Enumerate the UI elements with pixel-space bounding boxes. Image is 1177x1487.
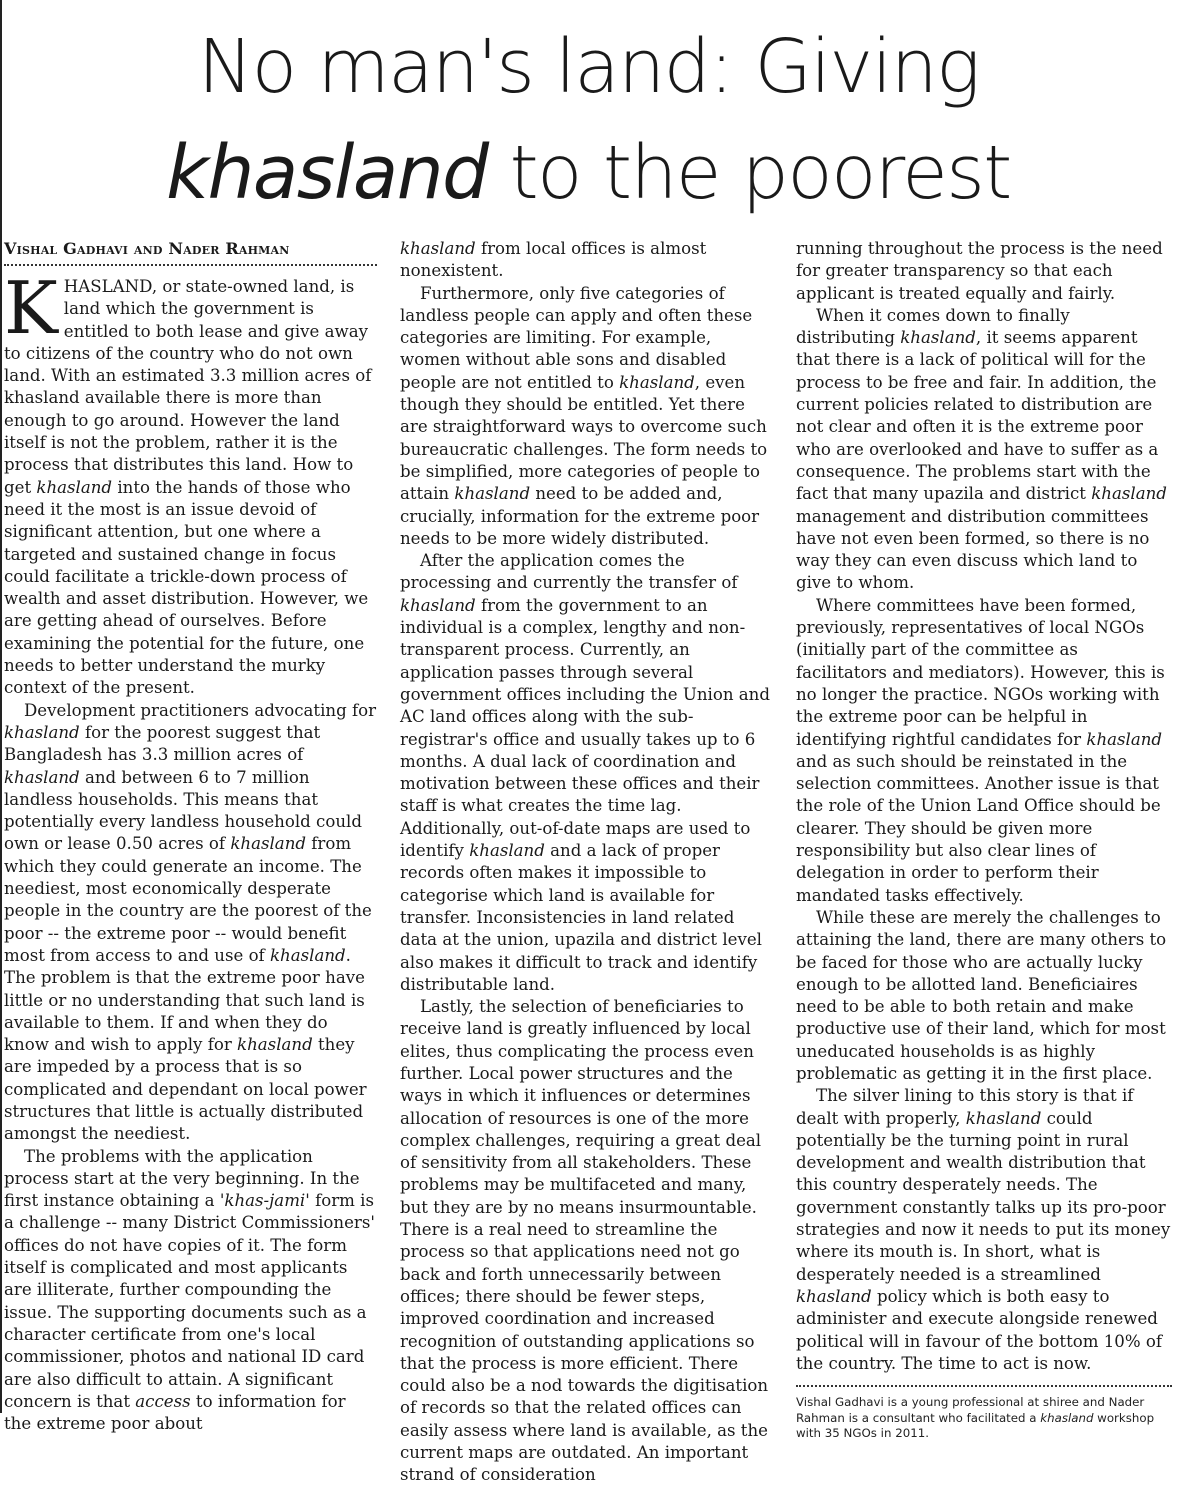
text-run: management and distribution committees have not even been formed, so there is no way they can even discuss which land to give to whom. [796,506,1150,593]
italic-term: khasland [4,722,80,742]
paragraph [796,595,1172,907]
italic-term: khasland [1091,484,1167,504]
text-run: Furthermore, only five categories of landless people can apply and often these categories are limiting. For example, women without able sons and disabled people are not entitled to [400,283,753,392]
text-run: . The problem is that the extreme poor have little or no understanding that such land is available to them. If and when they do know and wish to apply for [4,945,365,1055]
text-run: , it seems apparent that there is a lack of political will for the process to be free and fair. In addition, the current policies related to distribution are not clear and often it is the extreme poor who are overlooked and have to suffer as a consequence. The problems start with the fact that many upazila and district [796,328,1159,504]
headline-line-2 [0,120,1177,226]
text-run: for the poorest suggest that Bangladesh has 3.3 million acres of [4,722,321,765]
byline: Vishal Gadhavi and Nader Rahman [4,239,290,258]
text-run: and between 6 to 7 million landless households. This means that potentially every landless household could own or lease 0.50 acres of [4,767,362,854]
paragraph [4,700,377,1146]
text-run: they are impeded by a process that is so complicated and dependant on local power structures that little is actually distributed amongst the neediest. [4,1035,367,1144]
italic-term: access [135,1391,191,1411]
italic-term: khasland [454,484,531,504]
text-run: to information for the extreme poor about [4,1391,346,1434]
text-run: Lastly, the selection of beneficiaries to receive land is greatly influenced by local elites, thus complicating the process even further. Local power structures and the ways in which it influences or determines allocation of resources is one of the more complex challenges, requiring a great deal of sensitivity from all stakeholders. These problems may be multifaceted and many, but they are by no means insurmountable. There is a real need to streamline the process so that applications need not go back and forth unnecessarily between offices; there should be fewer steps, improved coordination and increased recognition of outstanding applications so that the process is more efficient. There could also be a nod towards the digitisation of records so that the related offices can easily assess where land is available, as the current maps are outdated. An important strand of consideration [400,997,769,1485]
text-run: into the hands of those who need it the most is an issue devoid of significant attention, but one where a targeted and sustained change in focus could facilitate a trickle-down process of wealth and asset distribution. However, we are getting ahead of ourselves. Before examining the potential for the future, one needs to better understand the murky context of the present. [4,477,369,698]
italic-term: khasland [1040,1410,1094,1425]
text-run: The problems with the application process start at the very beginning. In the first instance obtaining a [4,1146,360,1211]
text-run: Development practitioners advocating for [24,700,377,720]
paragraph [400,238,776,283]
paragraph-text [4,266,372,698]
text-run: from the government to an individual is a complex, lengthy and non-transparent process. Currently, an application passes through several government offices including the Union and AC land offices along with the sub-registrar's office and usually takes up to 6 months. A dual lack of coordination and motivation between these offices and their staff is what creates the time lag. Additionally, out-of-date maps are used to identify [400,595,770,861]
italic-term: khasland [1086,729,1163,749]
italic-term: khasland [900,328,976,348]
headline-line-2-rest: to the poorest [487,130,1011,216]
article-column-3 [796,238,1172,1442]
article-column-1 [4,238,377,1435]
paragraph [796,1085,1172,1375]
paragraph [400,996,776,1487]
text-run: When it comes down to finally distributing [796,305,1070,348]
italic-term: khasland [796,1286,872,1306]
author-bio [796,1395,1172,1442]
headline-italic-word: khasland [166,130,488,216]
paragraph [796,238,1172,305]
paragraph [400,283,776,551]
italic-term: khasland [400,239,476,258]
text-run: need to be added and, crucially, information for the extreme poor needs to be more widely distributed. [400,484,760,548]
text-run: While these are merely the challenges to attaining the land, there are many others to be faced for those who are actually lucky enough to be allotted land. Beneficiaires need to be able to both retain and make productive use of their land, which for most uneducated households is as highly problematic as getting it in the first place. [796,907,1167,1083]
headline [0,14,1177,226]
text-run: and a lack of proper records often makes it impossible to categorise which land is available for transfer. Inconsistencies in land related data at the union, upazila and district level also makes it difficult to track and identify distributable land. [400,841,762,994]
text-run: running throughout the process is the need for greater transparency so that each applicant is treated equally and fairly. [796,239,1163,303]
paragraph [796,305,1172,595]
italic-term: khasland [36,477,113,497]
italic-term: khasland [469,841,545,861]
paragraph [796,907,1172,1085]
paragraph [4,1146,377,1436]
italic-term: khasland [965,1108,1042,1128]
text-run: Where committees have been formed, previously, representatives of local NGOs (initially part of the committee as facilitators and mediators). However, this is no longer the practice. NGOs working with the extreme poor can be helpful in identifying rightful candidates for [796,595,1165,749]
text-run: The silver lining to this story is that if dealt with properly, [796,1086,1134,1128]
text-run: from which they could generate an income. The neediest, most economically desperate people in the country are the poorest of the poor -- the extreme poor -- would benefit most from access to and use of [4,834,372,965]
paragraph [4,266,377,700]
text-run: , even though they should be entitled. Yet there are straightforward ways to overcome such bureaucratic challenges. The form needs to be simplified, more categories of people to attain [400,372,768,504]
text-run: HASLAND, or state-owned land, is land which the government is entitled to both lease and give away to citizens of the country who do not own land. With an estimated 3.3 million acres of khasland available there is more than enough to go around. However the land itself is not the problem, rather it is the process that distributes this land. How to get [4,277,372,497]
paragraph [400,550,776,996]
italic-term: khasland [619,372,695,392]
text-run: Vishal Gadhavi is a young professional at shiree and Nader Rahman is a consultant who facilitated a [796,1395,1145,1425]
text-run: After the application comes the processing and currently the transfer of [400,551,738,593]
text-run: from local offices is almost nonexistent. [400,239,707,281]
text-run: workshop with 35 NGOs in 2011. [796,1410,1155,1441]
text-run: could potentially be the turning point in rural development and wealth distribution that this country desperately needs. The government constantly talks up its pro-poor strategies and now it needs to put its money where its mouth is. In short, what is desperately needed is a streamlined [796,1108,1171,1284]
italic-term: khasland [400,595,476,615]
italic-term: khasland [230,834,307,854]
article-column-2 [400,238,776,1487]
text-run: form is a challenge -- many District Commissioners' offices do not have copies of it. The form itself is complicated and most applicants are illiterate, further compounding the issue. The supporting documents such as a character certificate from one's local commissioner, photos and national ID card are also difficult to attain. A significant concern is that [4,1191,375,1411]
italic-term: khasland [4,767,80,787]
headline-line-1: No man's land: Giving [197,24,980,110]
text-run: policy which is both easy to administer and execute alongside renewed political will in favour of the bottom 10% of the country. The time to act is now. [796,1286,1163,1373]
text-run: and as such should be reinstated in the selection committees. Another issue is that the role of the Union Land Office should be clearer. They should be given more responsibility but also clear lines of delegation in order to perform their mandated tasks effectively. [796,751,1161,905]
italic-term: khasland [269,945,346,965]
bio-dotted-rule [796,1385,1172,1387]
italic-term: khasland [237,1035,313,1055]
italic-term: 'khas-jami' [219,1191,310,1211]
drop-cap: K [4,266,58,350]
byline-dotted-rule [4,264,377,266]
